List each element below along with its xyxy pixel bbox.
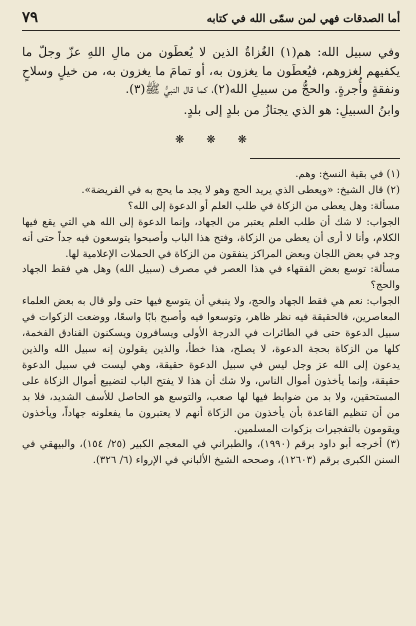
footnote: (١) في بقية النسخ: وهم.	[295, 169, 400, 180]
footnote: (٢) قال الشيخ: «ويعطى الذي يريد الحج وهو لا يجد ما يحج به في الفريضة».	[81, 184, 400, 196]
footnote: الجواب: لا شك أن طلب العلم يعتبر من الجهاد، وإنما الدعوة إلى الله هي التي يقع فيها الكلام، وأنا لا أرى أن يعطى من الزكاة، وفتح هذا الباب وأصبحوا يتوسعون فيه جداً حتى أنه وجد في بعض اللجان وبعض المراكز ينفقون من الزكاة في الحملات الإعلامية لها.	[22, 216, 400, 260]
main-paragraph: وفي سبيل الله: هم(١) الغُزاةُ الذين لا يُعطَون من مالِ اللهِ عزّ وجلّ ما يكفيهم لغزوهم، فيُعطَون ما يغزون به، أو تمامَ ما يغزون به، من خيلٍ وسلاحٍ ونفقةٍ وأُجرةٍ. والحجُّ من سبيلِ الله(٢)، كما قال النبيُّ ﷺ(٣).	[22, 45, 401, 96]
main-paragraph: وابنُ السبيلِ: هو الذي يجتازُ من بلدٍ إلى بلدٍ.	[183, 102, 400, 117]
footnotes	[22, 167, 400, 469]
flower-ornament-icon: ❋	[237, 133, 247, 146]
page-number: ٧٩	[22, 8, 39, 26]
footnote: الجواب: نعم هي فقط الجهاد والحج، ولا ينبغي أن يتوسع فيها حتى ولو قال به بعض العلماء المعاصرين، فالحقيقة فيه نظر ظاهر، وتوسعوا فيه وأصبح بابًا واسعًا، ووضعت الزكوات في سبيل الدعوة حتى في الطائرات في الدرجة الأولى ويسافرون ويسكنون الفنادق الفخمة، كلها من الزكاة بحجة الدعوة، لا يصلح، هذا خطأ، والذين يقولون إنه سبيل الله والذين يدعون إلى الله عز وجل ليس في سبيل الدعوة حقيقة، وهي ليست في سبيل الدعوة حقيقة، وإنما يأخذون أموال الناس، ولا شك أن هذا لا يفتح الباب لتضييع أموال الزكاة على المستحقين، ولا بد من ضوابط فيها لها صعب، والتوسع هو الحاصل للأسف الشديد، فلا بد من أن تنظيم القاعدة بأن يأخذون من الزكاة أنهم لا يعتبرون ما يفعلونه جهاداً، ويأخذون ويقومون بالتفجيرات بزكوات المسلمين.	[22, 296, 400, 435]
footnote-divider	[250, 158, 400, 159]
flower-ornament-icon: ❋	[206, 133, 216, 146]
flower-ornament-icon: ❋	[175, 133, 185, 146]
main-text	[22, 43, 400, 119]
footnote: (٣) أخرجه أبو داود برقم (١٩٩٠)، والطبراني في المعجم الكبير (٢٥/ ١٥٤)، والبيهقي في السنن الكبرى برقم (١٢٦٠٣)، وصححه الشيخ الألباني في الإرواء (٦/ ٣٢٦).	[22, 439, 401, 467]
running-header	[22, 6, 400, 31]
section-ornaments	[22, 133, 400, 146]
running-title: أما الصدقات فهي لمن سمّى الله في كتابه	[206, 12, 400, 25]
footnote: مسألة: وهل يعطى من الزكاة في طلب العلم أو الدعوة إلى الله؟	[127, 200, 400, 212]
footnote: مسألة: توسع بعض الفقهاء في هذا العصر في مصرف (سبيل الله) وهل هي فقط الجهاد والحج؟	[22, 264, 400, 292]
